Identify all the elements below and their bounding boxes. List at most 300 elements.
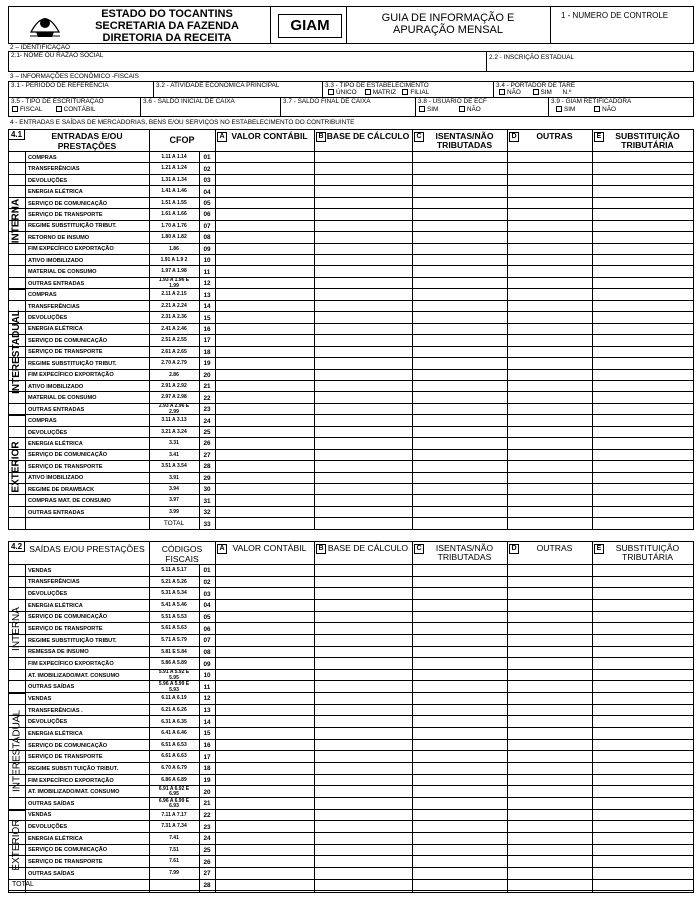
- value-cell-a[interactable]: [216, 798, 314, 809]
- value-cell-c[interactable]: [413, 845, 507, 856]
- value-cell-d[interactable]: [508, 716, 592, 727]
- value-cell-e[interactable]: [593, 647, 693, 658]
- value-cell-c[interactable]: [413, 647, 507, 658]
- value-cell-e[interactable]: [593, 358, 693, 368]
- value-cell-a[interactable]: [216, 833, 314, 844]
- value-cell-d[interactable]: [508, 255, 592, 265]
- value-cell-b[interactable]: [315, 415, 412, 425]
- value-cell-c[interactable]: [413, 751, 507, 762]
- value-cell-d[interactable]: [508, 427, 592, 437]
- value-cell-d[interactable]: [508, 278, 592, 288]
- value-cell-b[interactable]: [315, 209, 412, 219]
- value-cell-b[interactable]: [315, 232, 412, 242]
- value-cell-e[interactable]: [593, 244, 693, 254]
- value-cell-e[interactable]: [593, 728, 693, 739]
- value-cell-e[interactable]: [593, 763, 693, 774]
- value-cell-b[interactable]: [315, 798, 412, 809]
- value-cell-a[interactable]: [216, 255, 314, 265]
- value-cell-b[interactable]: [315, 289, 412, 299]
- value-cell-e[interactable]: [593, 381, 693, 391]
- value-cell-a[interactable]: [216, 856, 314, 867]
- value-cell-a[interactable]: [216, 209, 314, 219]
- value-cell-d[interactable]: [508, 370, 592, 380]
- value-cell-a[interactable]: [216, 880, 314, 891]
- value-cell-d[interactable]: [508, 600, 592, 611]
- value-cell-e[interactable]: [593, 507, 693, 517]
- value-cell-a[interactable]: [216, 612, 314, 623]
- value-cell-d[interactable]: [508, 186, 592, 196]
- value-cell-a[interactable]: [216, 658, 314, 669]
- value-cell-a[interactable]: [216, 438, 314, 448]
- value-cell-c[interactable]: [413, 693, 507, 704]
- value-cell-c[interactable]: [413, 518, 507, 528]
- value-cell-d[interactable]: [508, 450, 592, 460]
- value-cell-a[interactable]: [216, 427, 314, 437]
- value-cell-b[interactable]: [315, 175, 412, 185]
- value-cell-c[interactable]: [413, 267, 507, 277]
- value-cell-d[interactable]: [508, 670, 592, 681]
- headquarters-checkbox[interactable]: [365, 89, 371, 95]
- value-cell-b[interactable]: [315, 833, 412, 844]
- value-cell-e[interactable]: [593, 565, 693, 576]
- main-activity-field[interactable]: 3.2 - ATIVIDADE ECONÔMICA PRINCIPAL: [156, 82, 280, 89]
- value-cell-c[interactable]: [413, 301, 507, 311]
- value-cell-c[interactable]: [413, 670, 507, 681]
- value-cell-a[interactable]: [216, 415, 314, 425]
- value-cell-e[interactable]: [593, 461, 693, 471]
- value-cell-e[interactable]: [593, 880, 693, 891]
- value-cell-b[interactable]: [315, 163, 412, 173]
- value-cell-a[interactable]: [216, 301, 314, 311]
- value-cell-a[interactable]: [216, 496, 314, 506]
- value-cell-d[interactable]: [508, 647, 592, 658]
- value-cell-d[interactable]: [508, 635, 592, 646]
- value-cell-e[interactable]: [593, 484, 693, 494]
- value-cell-c[interactable]: [413, 880, 507, 891]
- value-cell-b[interactable]: [315, 312, 412, 322]
- value-cell-b[interactable]: [315, 751, 412, 762]
- value-cell-c[interactable]: [413, 358, 507, 368]
- value-cell-b[interactable]: [315, 198, 412, 208]
- value-cell-b[interactable]: [315, 716, 412, 727]
- value-cell-b[interactable]: [315, 577, 412, 588]
- value-cell-c[interactable]: [413, 810, 507, 821]
- value-cell-b[interactable]: [315, 347, 412, 357]
- value-cell-b[interactable]: [315, 301, 412, 311]
- value-cell-c[interactable]: [413, 623, 507, 634]
- value-cell-c[interactable]: [413, 716, 507, 727]
- value-cell-a[interactable]: [216, 347, 314, 357]
- value-cell-d[interactable]: [508, 856, 592, 867]
- value-cell-d[interactable]: [508, 751, 592, 762]
- value-cell-b[interactable]: [315, 565, 412, 576]
- value-cell-b[interactable]: [315, 358, 412, 368]
- amended-yes-checkbox[interactable]: [556, 106, 562, 112]
- value-cell-d[interactable]: [508, 381, 592, 391]
- value-cell-a[interactable]: [216, 588, 314, 599]
- value-cell-b[interactable]: [315, 152, 412, 162]
- value-cell-d[interactable]: [508, 232, 592, 242]
- value-cell-a[interactable]: [216, 565, 314, 576]
- value-cell-c[interactable]: [413, 496, 507, 506]
- branch-checkbox[interactable]: [402, 89, 408, 95]
- value-cell-a[interactable]: [216, 647, 314, 658]
- value-cell-c[interactable]: [413, 798, 507, 809]
- value-cell-a[interactable]: [216, 473, 314, 483]
- value-cell-d[interactable]: [508, 833, 592, 844]
- value-cell-c[interactable]: [413, 565, 507, 576]
- value-cell-a[interactable]: [216, 484, 314, 494]
- value-cell-d[interactable]: [508, 461, 592, 471]
- value-cell-d[interactable]: [508, 623, 592, 634]
- value-cell-d[interactable]: [508, 152, 592, 162]
- value-cell-e[interactable]: [593, 496, 693, 506]
- value-cell-e[interactable]: [593, 682, 693, 693]
- value-cell-c[interactable]: [413, 635, 507, 646]
- value-cell-d[interactable]: [508, 868, 592, 879]
- value-cell-d[interactable]: [508, 301, 592, 311]
- value-cell-c[interactable]: [413, 427, 507, 437]
- value-cell-b[interactable]: [315, 705, 412, 716]
- value-cell-b[interactable]: [315, 670, 412, 681]
- value-cell-b[interactable]: [315, 255, 412, 265]
- value-cell-b[interactable]: [315, 507, 412, 517]
- value-cell-e[interactable]: [593, 833, 693, 844]
- value-cell-e[interactable]: [593, 775, 693, 786]
- value-cell-d[interactable]: [508, 658, 592, 669]
- value-cell-e[interactable]: [593, 810, 693, 821]
- value-cell-d[interactable]: [508, 484, 592, 494]
- value-cell-a[interactable]: [216, 751, 314, 762]
- value-cell-a[interactable]: [216, 763, 314, 774]
- value-cell-b[interactable]: [315, 392, 412, 402]
- value-cell-d[interactable]: [508, 810, 592, 821]
- value-cell-e[interactable]: [593, 301, 693, 311]
- value-cell-b[interactable]: [315, 880, 412, 891]
- value-cell-e[interactable]: [593, 232, 693, 242]
- value-cell-b[interactable]: [315, 267, 412, 277]
- value-cell-a[interactable]: [216, 693, 314, 704]
- reference-period-field[interactable]: 3.1 - PERÍODO DE REFERÊNCIA: [11, 82, 109, 89]
- value-cell-d[interactable]: [508, 728, 592, 739]
- value-cell-e[interactable]: [593, 751, 693, 762]
- value-cell-b[interactable]: [315, 324, 412, 334]
- value-cell-c[interactable]: [413, 381, 507, 391]
- value-cell-d[interactable]: [508, 786, 592, 797]
- value-cell-c[interactable]: [413, 404, 507, 414]
- value-cell-e[interactable]: [593, 186, 693, 196]
- value-cell-c[interactable]: [413, 821, 507, 832]
- value-cell-b[interactable]: [315, 856, 412, 867]
- company-name-field[interactable]: [9, 52, 485, 71]
- value-cell-b[interactable]: [315, 588, 412, 599]
- value-cell-e[interactable]: [593, 198, 693, 208]
- value-cell-b[interactable]: [315, 845, 412, 856]
- value-cell-d[interactable]: [508, 880, 592, 891]
- value-cell-e[interactable]: [593, 786, 693, 797]
- value-cell-d[interactable]: [508, 507, 592, 517]
- value-cell-e[interactable]: [593, 427, 693, 437]
- value-cell-b[interactable]: [315, 278, 412, 288]
- value-cell-e[interactable]: [593, 623, 693, 634]
- value-cell-c[interactable]: [413, 833, 507, 844]
- value-cell-b[interactable]: [315, 186, 412, 196]
- value-cell-e[interactable]: [593, 404, 693, 414]
- value-cell-d[interactable]: [508, 775, 592, 786]
- value-cell-c[interactable]: [413, 209, 507, 219]
- value-cell-c[interactable]: [413, 682, 507, 693]
- value-cell-c[interactable]: [413, 415, 507, 425]
- value-cell-b[interactable]: [315, 404, 412, 414]
- value-cell-b[interactable]: [315, 335, 412, 345]
- value-cell-c[interactable]: [413, 163, 507, 173]
- value-cell-e[interactable]: [593, 705, 693, 716]
- value-cell-e[interactable]: [593, 278, 693, 288]
- value-cell-b[interactable]: [315, 693, 412, 704]
- value-cell-b[interactable]: [315, 473, 412, 483]
- value-cell-b[interactable]: [315, 810, 412, 821]
- value-cell-d[interactable]: [508, 267, 592, 277]
- amended-no-checkbox[interactable]: [594, 106, 600, 112]
- value-cell-e[interactable]: [593, 152, 693, 162]
- value-cell-d[interactable]: [508, 705, 592, 716]
- value-cell-e[interactable]: [593, 370, 693, 380]
- value-cell-a[interactable]: [216, 175, 314, 185]
- value-cell-d[interactable]: [508, 496, 592, 506]
- value-cell-b[interactable]: [315, 635, 412, 646]
- value-cell-b[interactable]: [315, 518, 412, 528]
- value-cell-d[interactable]: [508, 163, 592, 173]
- value-cell-d[interactable]: [508, 798, 592, 809]
- value-cell-c[interactable]: [413, 438, 507, 448]
- value-cell-a[interactable]: [216, 163, 314, 173]
- value-cell-a[interactable]: [216, 289, 314, 299]
- value-cell-a[interactable]: [216, 775, 314, 786]
- value-cell-e[interactable]: [593, 798, 693, 809]
- value-cell-d[interactable]: [508, 565, 592, 576]
- value-cell-c[interactable]: [413, 198, 507, 208]
- value-cell-b[interactable]: [315, 438, 412, 448]
- value-cell-a[interactable]: [216, 198, 314, 208]
- value-cell-e[interactable]: [593, 600, 693, 611]
- value-cell-a[interactable]: [216, 600, 314, 611]
- value-cell-d[interactable]: [508, 612, 592, 623]
- value-cell-d[interactable]: [508, 415, 592, 425]
- value-cell-c[interactable]: [413, 507, 507, 517]
- value-cell-d[interactable]: [508, 845, 592, 856]
- value-cell-b[interactable]: [315, 496, 412, 506]
- value-cell-e[interactable]: [593, 324, 693, 334]
- value-cell-a[interactable]: [216, 186, 314, 196]
- value-cell-b[interactable]: [315, 381, 412, 391]
- value-cell-b[interactable]: [315, 775, 412, 786]
- value-cell-e[interactable]: [593, 289, 693, 299]
- value-cell-d[interactable]: [508, 244, 592, 254]
- value-cell-c[interactable]: [413, 232, 507, 242]
- control-number-field[interactable]: [551, 7, 693, 43]
- value-cell-e[interactable]: [593, 716, 693, 727]
- value-cell-a[interactable]: [216, 267, 314, 277]
- value-cell-e[interactable]: [593, 658, 693, 669]
- value-cell-b[interactable]: [315, 427, 412, 437]
- value-cell-a[interactable]: [216, 577, 314, 588]
- value-cell-c[interactable]: [413, 588, 507, 599]
- value-cell-a[interactable]: [216, 786, 314, 797]
- value-cell-c[interactable]: [413, 775, 507, 786]
- value-cell-a[interactable]: [216, 740, 314, 751]
- value-cell-a[interactable]: [216, 232, 314, 242]
- value-cell-a[interactable]: [216, 716, 314, 727]
- value-cell-e[interactable]: [593, 163, 693, 173]
- value-cell-c[interactable]: [413, 473, 507, 483]
- value-cell-e[interactable]: [593, 392, 693, 402]
- value-cell-a[interactable]: [216, 381, 314, 391]
- value-cell-e[interactable]: [593, 670, 693, 681]
- value-cell-c[interactable]: [413, 856, 507, 867]
- value-cell-e[interactable]: [593, 588, 693, 599]
- ecf-no-checkbox[interactable]: [459, 106, 465, 112]
- opening-cash-field[interactable]: 3.6 - SALDO INICIAL DE CAIXA: [143, 98, 235, 105]
- value-cell-d[interactable]: [508, 577, 592, 588]
- value-cell-c[interactable]: [413, 324, 507, 334]
- value-cell-e[interactable]: [593, 221, 693, 231]
- value-cell-a[interactable]: [216, 221, 314, 231]
- value-cell-a[interactable]: [216, 358, 314, 368]
- value-cell-a[interactable]: [216, 324, 314, 334]
- value-cell-b[interactable]: [315, 370, 412, 380]
- value-cell-c[interactable]: [413, 312, 507, 322]
- value-cell-b[interactable]: [315, 600, 412, 611]
- value-cell-c[interactable]: [413, 255, 507, 265]
- value-cell-d[interactable]: [508, 740, 592, 751]
- value-cell-c[interactable]: [413, 221, 507, 231]
- value-cell-d[interactable]: [508, 312, 592, 322]
- value-cell-a[interactable]: [216, 810, 314, 821]
- tare-yes-checkbox[interactable]: [533, 89, 539, 95]
- value-cell-d[interactable]: [508, 518, 592, 528]
- value-cell-c[interactable]: [413, 461, 507, 471]
- value-cell-c[interactable]: [413, 484, 507, 494]
- value-cell-a[interactable]: [216, 450, 314, 460]
- value-cell-e[interactable]: [593, 267, 693, 277]
- value-cell-d[interactable]: [508, 473, 592, 483]
- value-cell-e[interactable]: [593, 693, 693, 704]
- value-cell-a[interactable]: [216, 868, 314, 879]
- value-cell-d[interactable]: [508, 289, 592, 299]
- value-cell-a[interactable]: [216, 821, 314, 832]
- value-cell-e[interactable]: [593, 175, 693, 185]
- value-cell-e[interactable]: [593, 312, 693, 322]
- value-cell-a[interactable]: [216, 507, 314, 517]
- value-cell-d[interactable]: [508, 588, 592, 599]
- value-cell-c[interactable]: [413, 278, 507, 288]
- value-cell-b[interactable]: [315, 623, 412, 634]
- value-cell-c[interactable]: [413, 577, 507, 588]
- unique-checkbox[interactable]: [328, 89, 334, 95]
- value-cell-a[interactable]: [216, 404, 314, 414]
- value-cell-b[interactable]: [315, 450, 412, 460]
- value-cell-e[interactable]: [593, 821, 693, 832]
- value-cell-e[interactable]: [593, 845, 693, 856]
- value-cell-e[interactable]: [593, 347, 693, 357]
- value-cell-b[interactable]: [315, 740, 412, 751]
- value-cell-c[interactable]: [413, 658, 507, 669]
- value-cell-d[interactable]: [508, 438, 592, 448]
- value-cell-e[interactable]: [593, 415, 693, 425]
- value-cell-e[interactable]: [593, 635, 693, 646]
- value-cell-a[interactable]: [216, 335, 314, 345]
- value-cell-a[interactable]: [216, 312, 314, 322]
- value-cell-d[interactable]: [508, 821, 592, 832]
- state-registration-field[interactable]: [487, 52, 693, 71]
- value-cell-d[interactable]: [508, 404, 592, 414]
- value-cell-b[interactable]: [315, 786, 412, 797]
- value-cell-b[interactable]: [315, 612, 412, 623]
- value-cell-c[interactable]: [413, 612, 507, 623]
- value-cell-c[interactable]: [413, 600, 507, 611]
- value-cell-b[interactable]: [315, 461, 412, 471]
- value-cell-a[interactable]: [216, 705, 314, 716]
- tare-no-checkbox[interactable]: [499, 89, 505, 95]
- value-cell-b[interactable]: [315, 728, 412, 739]
- accounting-checkbox[interactable]: [56, 106, 62, 112]
- value-cell-e[interactable]: [593, 518, 693, 528]
- value-cell-c[interactable]: [413, 392, 507, 402]
- value-cell-a[interactable]: [216, 682, 314, 693]
- value-cell-c[interactable]: [413, 347, 507, 357]
- value-cell-e[interactable]: [593, 473, 693, 483]
- value-cell-d[interactable]: [508, 763, 592, 774]
- value-cell-e[interactable]: [593, 438, 693, 448]
- value-cell-c[interactable]: [413, 763, 507, 774]
- value-cell-b[interactable]: [315, 763, 412, 774]
- value-cell-a[interactable]: [216, 845, 314, 856]
- value-cell-d[interactable]: [508, 198, 592, 208]
- value-cell-a[interactable]: [216, 370, 314, 380]
- value-cell-c[interactable]: [413, 152, 507, 162]
- value-cell-b[interactable]: [315, 647, 412, 658]
- value-cell-b[interactable]: [315, 658, 412, 669]
- value-cell-a[interactable]: [216, 392, 314, 402]
- value-cell-d[interactable]: [508, 358, 592, 368]
- value-cell-e[interactable]: [593, 577, 693, 588]
- value-cell-c[interactable]: [413, 244, 507, 254]
- value-cell-e[interactable]: [593, 868, 693, 879]
- value-cell-a[interactable]: [216, 278, 314, 288]
- value-cell-c[interactable]: [413, 335, 507, 345]
- value-cell-e[interactable]: [593, 255, 693, 265]
- ecf-yes-checkbox[interactable]: [419, 106, 425, 112]
- value-cell-c[interactable]: [413, 786, 507, 797]
- value-cell-a[interactable]: [216, 623, 314, 634]
- value-cell-d[interactable]: [508, 693, 592, 704]
- value-cell-a[interactable]: [216, 244, 314, 254]
- value-cell-a[interactable]: [216, 635, 314, 646]
- value-cell-a[interactable]: [216, 518, 314, 528]
- value-cell-d[interactable]: [508, 392, 592, 402]
- value-cell-a[interactable]: [216, 461, 314, 471]
- value-cell-c[interactable]: [413, 450, 507, 460]
- value-cell-d[interactable]: [508, 209, 592, 219]
- value-cell-b[interactable]: [315, 484, 412, 494]
- value-cell-b[interactable]: [315, 221, 412, 231]
- value-cell-d[interactable]: [508, 324, 592, 334]
- value-cell-e[interactable]: [593, 740, 693, 751]
- value-cell-c[interactable]: [413, 728, 507, 739]
- value-cell-c[interactable]: [413, 705, 507, 716]
- value-cell-d[interactable]: [508, 175, 592, 185]
- value-cell-c[interactable]: [413, 370, 507, 380]
